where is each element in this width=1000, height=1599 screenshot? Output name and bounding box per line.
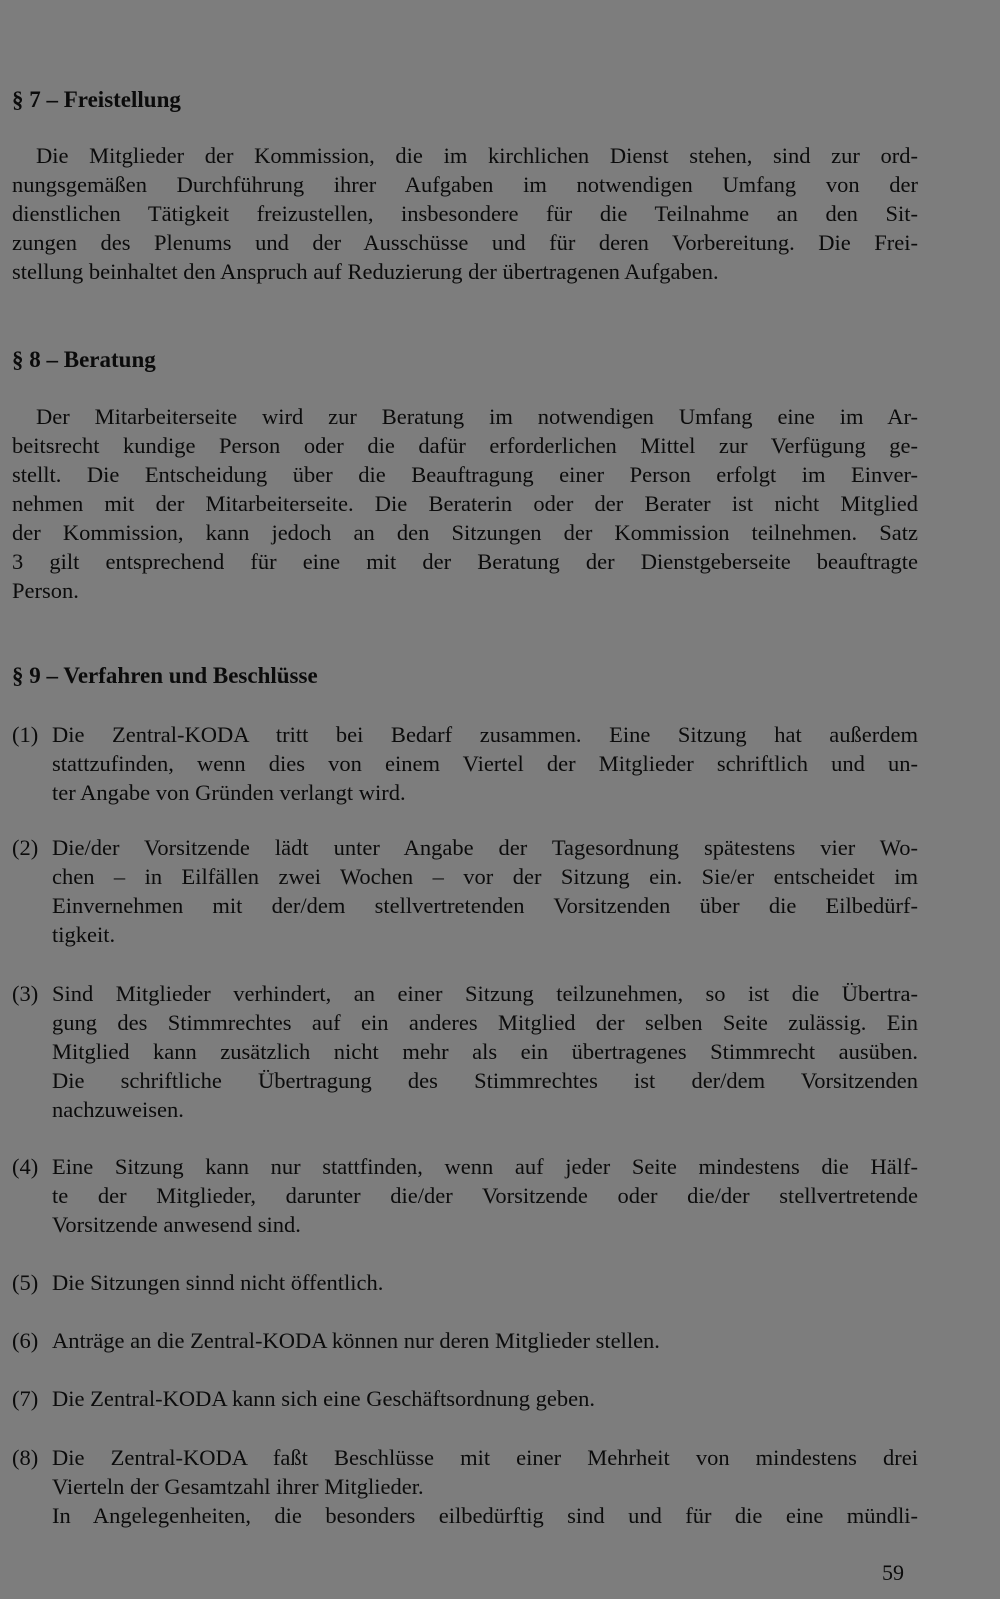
list-item-2 — [12, 833, 918, 949]
text-line: Die Sitzungen sinnd nicht öffentlich. — [52, 1270, 384, 1295]
item-number: (2) — [12, 835, 39, 860]
text-line: stattzufinden, wenn dies von einem Viertel der Mitglieder schriftlich und un- — [52, 751, 918, 776]
text-line: der Kommission, kann jedoch an den Sitzungen der Kommission teilnehmen. Satz — [12, 520, 918, 545]
text-line: Vorsitzende anwesend sind. — [52, 1212, 301, 1237]
text-line: nungsgemäßen Durchführung ihrer Aufgaben im notwendigen Umfang von der — [12, 172, 918, 197]
text-line: Die Zentral-KODA tritt bei Bedarf zusammen. Eine Sitzung hat außerdem — [52, 722, 918, 747]
text-line: nachzuweisen. — [52, 1097, 184, 1122]
text-line: gung des Stimmrechtes auf ein anderes Mitglied der selben Seite zulässig. Ein — [52, 1010, 918, 1035]
section-8-paragraph — [12, 402, 918, 605]
section-7-paragraph — [12, 141, 918, 286]
text-line: te der Mitglieder, darunter die/der Vorsitzende oder die/der stellvertretende — [52, 1183, 918, 1208]
text-line: In Angelegenheiten, die besonders eilbedürftig sind und für die eine mündli- — [52, 1503, 918, 1528]
text-line: Der Mitarbeiterseite wird zur Beratung im notwendigen Umfang eine im Ar- — [36, 404, 918, 429]
text-line: Die Zentral-KODA kann sich eine Geschäftsordnung geben. — [52, 1386, 595, 1411]
item-number: (8) — [12, 1445, 39, 1470]
list-item-4 — [12, 1152, 918, 1239]
list-item-1 — [12, 720, 918, 807]
text-line: Person. — [12, 578, 79, 603]
text-line: Sind Mitglieder verhindert, an einer Sitzung teilzunehmen, so ist die Übertra- — [52, 981, 918, 1006]
text-line: Eine Sitzung kann nur stattfinden, wenn auf jeder Seite mindestens die Hälf- — [52, 1154, 918, 1179]
text-line: Anträge an die Zentral-KODA können nur deren Mitglieder stellen. — [52, 1328, 660, 1353]
item-number: (4) — [12, 1154, 39, 1179]
text-line: nehmen mit der Mitarbeiterseite. Die Beraterin oder der Berater ist nicht Mitglied — [12, 491, 918, 516]
text-line: stellung beinhaltet den Anspruch auf Reduzierung der übertragenen Aufgaben. — [12, 259, 719, 284]
text-line: ter Angabe von Gründen verlangt wird. — [52, 780, 406, 805]
text-line: 3 gilt entsprechend für eine mit der Beratung der Dienstgeberseite beauftragte — [12, 549, 918, 574]
item-number: (1) — [12, 722, 39, 747]
text-line: dienstlichen Tätigkeit freizustellen, insbesondere für die Teilnahme an den Sit- — [12, 201, 918, 226]
item-number: (3) — [12, 981, 39, 1006]
page-number: 59 — [882, 1560, 904, 1585]
item-number: (5) — [12, 1270, 39, 1295]
text-line: beitsrecht kundige Person oder die dafür erforderlichen Mittel zur Verfügung ge- — [12, 433, 918, 458]
text-line: Einvernehmen mit der/dem stellvertretenden Vorsitzenden über die Eilbedürf- — [52, 893, 918, 918]
text-line: Die schriftliche Übertragung des Stimmrechtes ist der/dem Vorsitzenden — [52, 1068, 918, 1093]
text-line: chen – in Eilfällen zwei Wochen – vor der Sitzung ein. Sie/er entscheidet im — [52, 864, 918, 889]
text-line: stellt. Die Entscheidung über die Beauftragung einer Person erfolgt im Einver- — [12, 462, 918, 487]
item-number: (6) — [12, 1328, 39, 1353]
text-line: Die/der Vorsitzende lädt unter Angabe der Tagesordnung spätestens vier Wo- — [52, 835, 918, 860]
section-9-heading: § 9 – Verfahren und Beschlüsse — [12, 663, 318, 688]
list-item-6 — [12, 1326, 918, 1355]
section-7-heading: § 7 – Freistellung — [12, 87, 181, 112]
text-line: Die Zentral-KODA faßt Beschlüsse mit einer Mehrheit von mindestens drei — [52, 1445, 918, 1470]
list-item-8 — [12, 1443, 918, 1530]
list-item-3 — [12, 979, 918, 1124]
text-line: zungen des Plenums und der Ausschüsse und für deren Vorbereitung. Die Frei- — [12, 230, 918, 255]
item-number: (7) — [12, 1386, 39, 1411]
text-line: Die Mitglieder der Kommission, die im kirchlichen Dienst stehen, sind zur ord- — [36, 143, 918, 168]
section-8-heading: § 8 – Beratung — [12, 347, 156, 372]
text-line: Mitglied kann zusätzlich nicht mehr als ein übertragenes Stimmrecht ausüben. — [52, 1039, 918, 1064]
text-line: tigkeit. — [52, 922, 116, 947]
text-line: Vierteln der Gesamtzahl ihrer Mitglieder. — [52, 1474, 424, 1499]
list-item-5 — [12, 1268, 918, 1297]
list-item-7 — [12, 1384, 918, 1413]
